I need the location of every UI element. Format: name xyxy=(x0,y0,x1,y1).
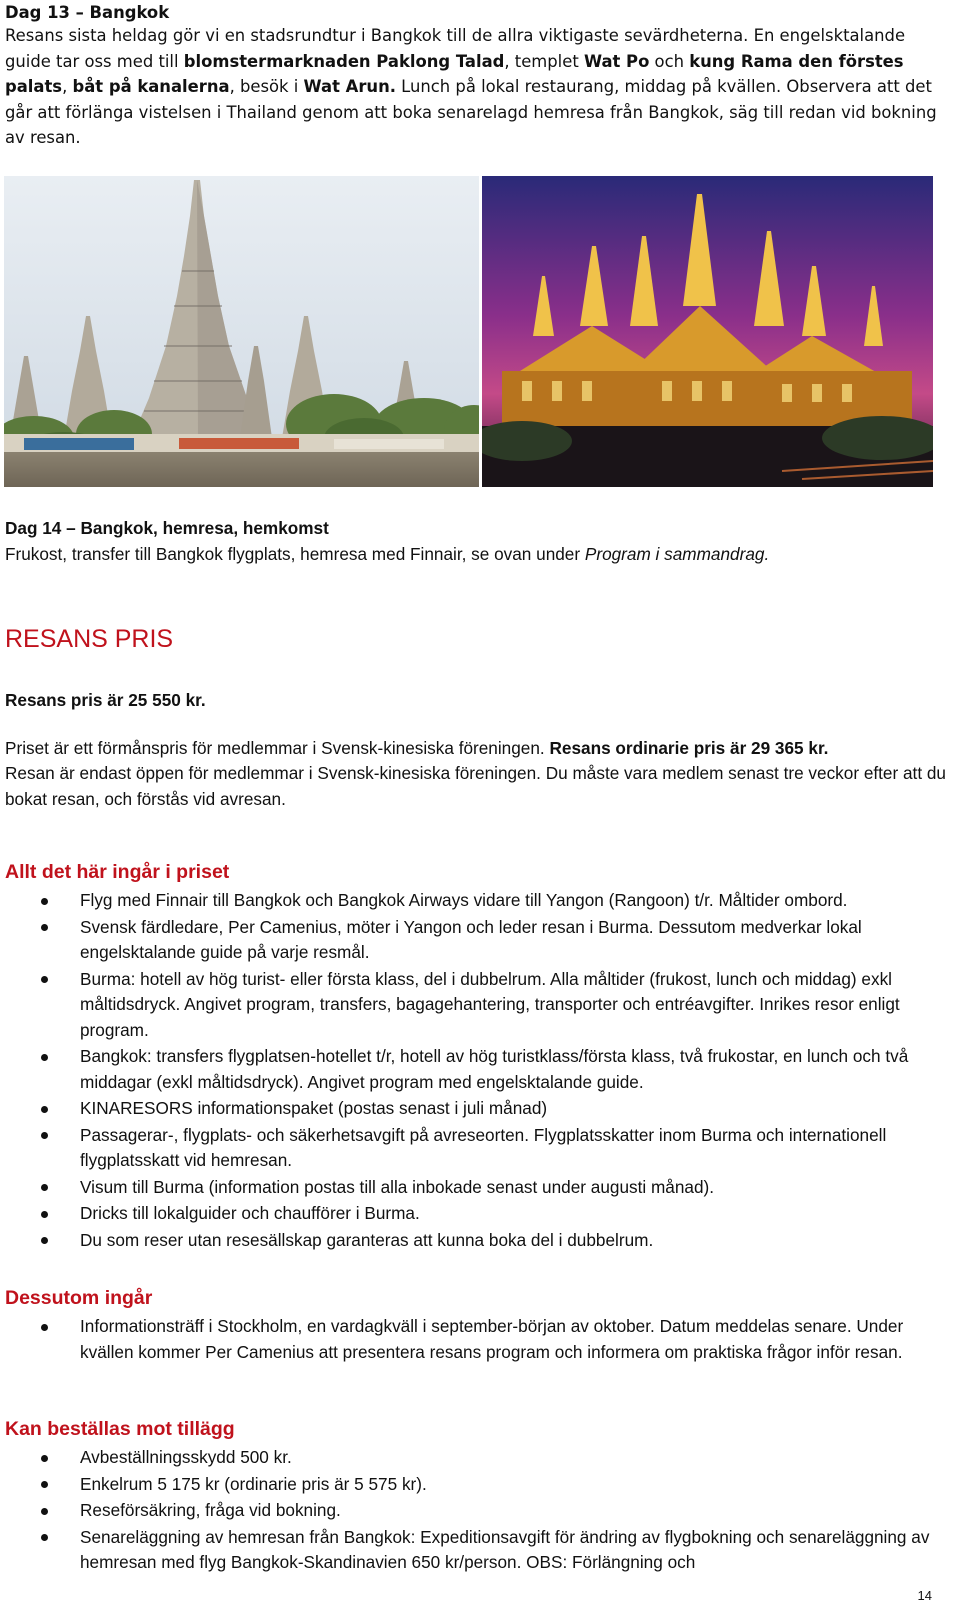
bullet-icon xyxy=(41,1184,48,1191)
list-item xyxy=(0,1525,950,1576)
grand-palace-image xyxy=(482,176,933,487)
list-item-text: Flyg med Finnair till Bangkok och Bangkok Airways vidare till Yangon (Rangoon) t/r. Måltider ombord. xyxy=(80,890,848,910)
list-item-text: Senareläggning av hemresan från Bangkok: Expeditionsavgift för ändring av flygbokning och senareläggning av hemresan med flyg Bangkok-Skandinavien 650 kr/person. OBS: Förlängning och xyxy=(80,1526,930,1572)
bullet-icon xyxy=(41,898,48,905)
list-item-text: KINARESORS informationspaket (postas senast i juli månad) xyxy=(80,1098,548,1118)
list-item xyxy=(0,1472,950,1498)
day13-text-5: , besök i xyxy=(229,77,304,96)
day14-paragraph xyxy=(5,542,950,568)
bullet-icon xyxy=(41,1106,48,1113)
price-p1-text: Priset är ett förmånspris för medlemmar i Svensk-kinesiska föreningen. xyxy=(5,738,550,758)
list-item xyxy=(0,888,950,914)
day13-bold-1: blomstermarknaden Paklong Talad xyxy=(183,51,505,71)
list-item xyxy=(0,915,950,966)
list-item-text: Passagerar-, flygplats- och säkerhetsavgift på avreseorten. Flygplatsskatter inom Burma och internationell flygplatsskatt vid hemresan. xyxy=(80,1124,887,1170)
bullet-icon xyxy=(41,1054,48,1061)
grand-palace-photo xyxy=(482,176,933,487)
list-item-text: Avbeställningsskydd 500 kr. xyxy=(80,1447,292,1467)
day13-bold-4: båt på kanalerna xyxy=(72,77,230,96)
extra-heading: Dessutom ingår xyxy=(5,1287,153,1309)
day13-bold-3: kung Rama den förstes palats xyxy=(5,51,904,96)
bullet-icon xyxy=(41,924,48,931)
list-item xyxy=(0,1314,950,1365)
list-item-text: Bangkok: transfers flygplatsen-hotellet t/r, hotell av hög turistklass/första klass, två frukostar, en lunch och två middagar (exkl måltidsdryck). Angivet program med engelsktalande guide. xyxy=(80,1046,909,1092)
day13-text-1: Resans sista heldag gör vi en stadsrundtur i Bangkok till de allra viktigaste sevärdheterna. En engelsktalande guide tar oss med till xyxy=(5,26,906,71)
day13-bold-5: Wat Arun. xyxy=(303,77,396,96)
price-ordinary: Resans ordinarie pris är 29 365 kr. xyxy=(549,738,829,758)
list-item-text: Informationsträff i Stockholm, en vardagkväll i september-början av oktober. Datum meddelas senare. Under kvällen kommer Per Camenius att presentera resans program och informera om praktiska frågor inför resan. xyxy=(80,1316,904,1362)
list-item-text: Du som reser utan resesällskap garanteras att kunna boka del i dubbelrum. xyxy=(80,1229,654,1250)
list-item-text: Visum till Burma (information postas till alla inbokade senast under augusti månad). xyxy=(80,1176,715,1197)
bullet-icon xyxy=(41,1132,48,1139)
wat-arun-photo xyxy=(4,176,479,487)
day13-text-4: , xyxy=(62,77,73,96)
bullet-icon xyxy=(41,1534,48,1541)
wat-arun-image xyxy=(4,176,479,487)
included-heading: Allt det här ingår i priset xyxy=(5,861,230,883)
day13-heading: Dag 13 – Bangkok xyxy=(5,3,170,22)
list-item-text: Dricks till lokalguider och chaufförer i Burma. xyxy=(80,1203,420,1223)
list-item xyxy=(0,1123,950,1174)
list-item-text: Burma: hotell av hög turist- eller första klass, del i dubbelrum. Alla måltider (frukost, lunch och middag) exkl måltidsdryck. Angivet program, transfers, bagagehantering, transporter och entréavgifter. Inrikes resor enligt program. xyxy=(80,968,900,1040)
bullet-icon xyxy=(41,976,48,983)
list-item xyxy=(0,1228,950,1254)
day13-text-3: och xyxy=(649,51,690,71)
list-item xyxy=(0,1201,950,1227)
day13-text-6: Lunch på lokal restaurang, middag på kvällen. Observera att det går att förlänga vistelsen i Thailand genom att boka senarelagd hemresa från Bangkok, säg till redan vid bokning av resan. xyxy=(5,77,937,147)
bullet-icon xyxy=(41,1237,48,1244)
page-number: 14 xyxy=(917,1588,932,1603)
day14-heading: Dag 14 – Bangkok, hemresa, hemkomst xyxy=(5,518,329,538)
price-main: Resans pris är 25 550 kr. xyxy=(5,690,206,710)
day13-paragraph xyxy=(5,23,945,151)
list-item xyxy=(0,1175,950,1201)
list-item-text: Svensk färdledare, Per Camenius, möter i Yangon och leder resan i Burma. Dessutom medverkar lokal engelsktalande guide på varje resmål. xyxy=(80,916,862,962)
list-item xyxy=(0,1498,950,1524)
day14-text: Frukost, transfer till Bangkok flygplats, hemresa med Finnair, se ovan under xyxy=(5,544,585,564)
bullet-icon xyxy=(41,1211,48,1218)
extra-list xyxy=(0,1314,950,1366)
list-item xyxy=(0,1445,950,1471)
price-paragraph-2: Resan är endast öppen för medlemmar i Svensk-kinesiska föreningen. Du måste vara medlem senast tre veckor efter att du bokat resan, och förstås vid avresan. xyxy=(5,763,946,809)
list-item-text: Reseförsäkring, fråga vid bokning. xyxy=(80,1500,341,1520)
day14-italic-ref: Program i sammandrag. xyxy=(584,544,770,564)
price-heading: RESANS PRIS xyxy=(5,625,174,653)
list-item xyxy=(0,967,950,1044)
list-item-text: Enkelrum 5 175 kr (ordinarie pris är 5 575 kr). xyxy=(80,1473,427,1494)
day13-text-2: , templet xyxy=(504,51,584,71)
day13-bold-2: Wat Po xyxy=(583,51,650,71)
list-item xyxy=(0,1096,950,1122)
bullet-icon xyxy=(41,1324,48,1331)
addons-list xyxy=(0,1445,950,1577)
included-list xyxy=(0,888,950,1254)
list-item xyxy=(0,1044,950,1095)
bullet-icon xyxy=(41,1455,48,1462)
addons-heading: Kan beställas mot tillägg xyxy=(5,1418,235,1440)
bullet-icon xyxy=(41,1508,48,1515)
price-paragraph-1 xyxy=(5,736,950,762)
bullet-icon xyxy=(41,1481,48,1488)
